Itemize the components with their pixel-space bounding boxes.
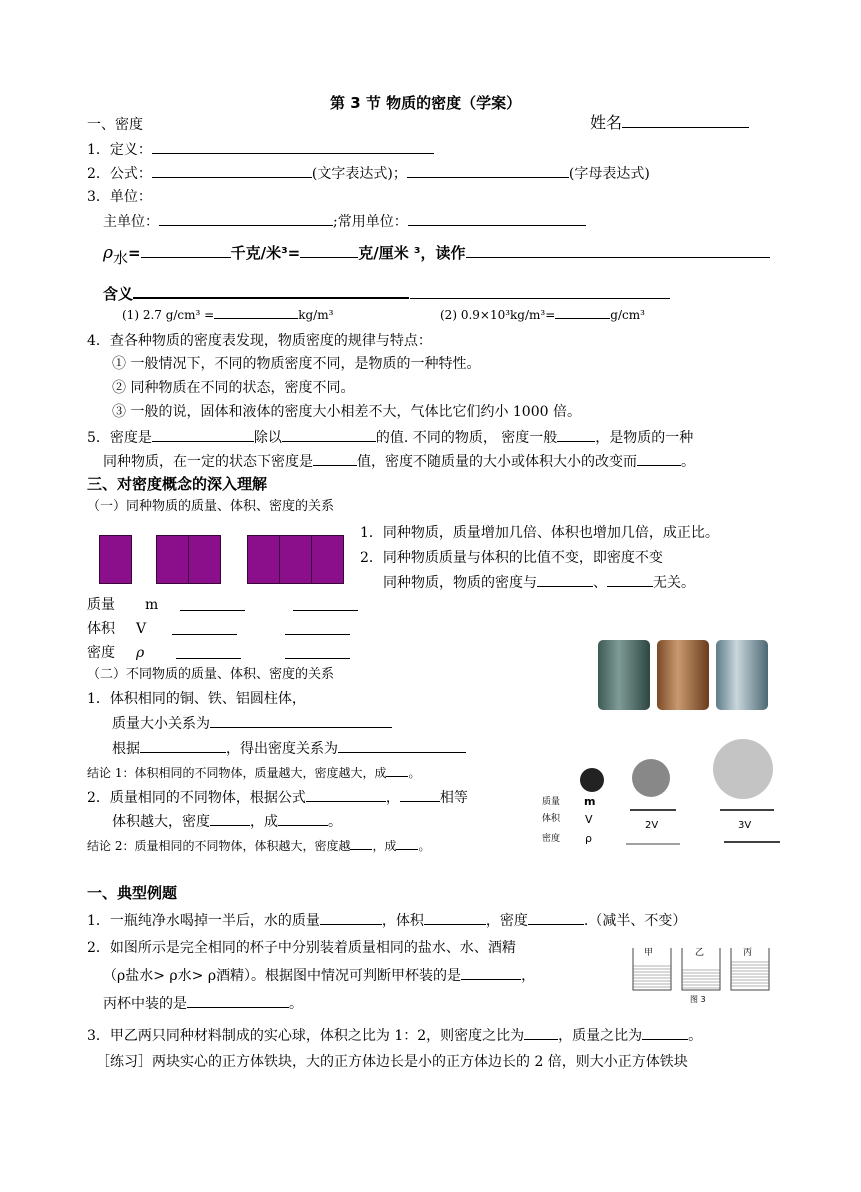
fig-rho: ρ (585, 832, 592, 845)
block-triple-3 (311, 535, 344, 584)
volume-density-line: 体积越大，密度 ，成 。 (112, 811, 342, 832)
fig-3v: 3V (738, 820, 752, 831)
same-substance-line: 同种物质，在一定的状态下密度是 值，密度不随质量的大小或体积大小的改变而 。 (103, 451, 695, 472)
same-mass-line: 2．质量相同的不同物体，根据公式 ， 相等 (87, 787, 468, 808)
density-definition-line: 5．密度是 除以 的值. 不同的物质， 密度一般 ，是物质的一种 (87, 427, 693, 448)
block-single (99, 535, 132, 584)
definition-line: 1．定义： (87, 139, 434, 160)
rule-1: ① 一般情况下，不同的物质密度不同，是物质的一种特性。 (112, 356, 481, 372)
cup-bing-blank[interactable] (187, 993, 289, 1008)
figure-3-caption: 图 3 (690, 995, 706, 1004)
cup-jia-blank[interactable] (461, 965, 521, 980)
practice-question: ［练习］两块实心的正方体铁块，大的正方体边长是小的正方体边长的 2 倍，则大小正方体铁块 (96, 1054, 688, 1070)
proportion-rule: 1．同种物质，质量增加几倍、体积也增加几倍，成正比。 (360, 525, 719, 541)
block-triple-2 (279, 535, 312, 584)
example-1-mass-blank[interactable] (320, 910, 382, 925)
section-1-heading: 一、密度 (87, 117, 143, 133)
fig-volume-label: 体积 (542, 814, 561, 824)
common-unit-blank[interactable] (408, 211, 586, 226)
conclusion-1-blank[interactable] (386, 764, 408, 777)
ball-medium (632, 759, 670, 797)
cup-label-jia: 甲 (644, 948, 654, 958)
basis-blank[interactable] (140, 738, 226, 753)
conversion-1: (1) 2.7 g/cm³ = kg/m³ (122, 308, 334, 322)
rule-intro: 4．查各种物质的密度表发现，物质密度的规律与特点： (87, 333, 432, 349)
cups-figure (630, 942, 778, 1004)
subsection-2-heading: （二）不同物质的质量、体积、密度的关系 (87, 667, 335, 682)
kg-m3-blank[interactable] (141, 243, 231, 258)
denominator-blank[interactable] (282, 427, 376, 442)
conclusion-2: 结论 2：质量相同的不同物体，体积越大，密度越 ，成 。 (87, 839, 431, 853)
fig-2v: 2V (645, 820, 659, 831)
mass-volume-figure (538, 738, 788, 850)
conversion-1-blank[interactable] (214, 306, 298, 319)
word-formula-blank[interactable] (152, 163, 312, 178)
independence-blank-1[interactable] (537, 572, 593, 587)
meaning-extension-line (410, 298, 670, 299)
density-relation-line: 根据 ，得出密度关系为 (112, 738, 466, 759)
density-blank-3[interactable] (285, 658, 350, 659)
generally-blank[interactable] (557, 427, 595, 442)
reading-blank[interactable] (466, 243, 770, 258)
examples-heading: 一、典型例题 (87, 884, 178, 902)
main-unit-blank[interactable] (159, 211, 333, 226)
density-label: 密度 (87, 645, 115, 661)
equal-blank[interactable] (400, 787, 440, 802)
fig-m: m (584, 795, 596, 808)
density-ratio-blank[interactable] (524, 1025, 558, 1040)
example-1-volume-blank[interactable] (424, 910, 486, 925)
fig-density-label: 密度 (542, 834, 561, 844)
definition-blank[interactable] (152, 139, 434, 154)
mass-ratio-blank[interactable] (642, 1025, 688, 1040)
name-field[interactable] (622, 113, 749, 128)
example-2-question-2: 丙杯中装的是 。 (103, 993, 303, 1014)
formula-line: 2．公式： (文字表达式)； (字母表达式) (87, 163, 650, 184)
density-change-blank[interactable] (210, 811, 250, 826)
mass-label: 质量 (87, 597, 115, 613)
rule-3: ③ 一般的说，固体和液体的密度大小相差不大，气体比它们约小 1000 倍。 (112, 404, 581, 420)
change-blank[interactable] (637, 451, 681, 466)
volume-blank-3[interactable] (285, 634, 350, 635)
mass-relation-blank[interactable] (210, 713, 392, 728)
conversion-2: (2) 0.9×10³kg/m³= g/cm³ (440, 308, 645, 322)
independence-line: 同种物质，物质的密度与 、 无关。 (383, 572, 695, 593)
numerator-blank[interactable] (152, 427, 254, 442)
mass-blank-2[interactable] (180, 610, 245, 611)
unit-line: 主单位： ;常用单位： (103, 211, 586, 232)
page-title: 第 3 节 物质的密度（学案） (330, 94, 522, 112)
fig-v: V (585, 813, 593, 826)
density-relation-blank[interactable] (338, 738, 466, 753)
independence-blank-2[interactable] (607, 572, 653, 587)
volume-blank-2[interactable] (172, 634, 237, 635)
mass-relation-line: 质量大小关系为 (112, 713, 392, 734)
conversion-2-blank[interactable] (555, 306, 610, 319)
constant-ratio-rule: 2．同种物质质量与体积的比值不变，即密度不变 (360, 550, 663, 566)
same-volume-intro: 1．体积相同的铜、铁、铝圆柱体， (87, 691, 306, 707)
meaning-line: 含义 (103, 283, 409, 304)
unit-heading: 3．单位： (87, 189, 152, 205)
volume-label: 体积 (87, 621, 115, 637)
mass-blank-3[interactable] (293, 610, 358, 611)
volume-symbol: V (136, 621, 147, 637)
example-2-question: （ρ盐水> ρ水> ρ酒精）。根据图中情况可判断甲杯装的是 ， (103, 965, 535, 986)
proportion-blank[interactable] (278, 811, 328, 826)
subsection-1-heading: （一）同种物质的质量、体积、密度的关系 (87, 499, 335, 514)
block-double-1 (156, 535, 189, 584)
formula-blank[interactable] (306, 787, 386, 802)
mass-symbol: m (145, 597, 159, 613)
example-3: 3．甲乙两只同种材料制成的实心球，体积之比为 1：2，则密度之比为 ，质量之比为 。 (87, 1025, 702, 1046)
g-cm3-blank[interactable] (300, 243, 358, 258)
ball-small (580, 768, 604, 792)
water-density-line: ρ水= 千克/米³= 克/厘米 ³，读作 (103, 243, 770, 263)
density-blank-2[interactable] (176, 658, 241, 659)
metal-cylinders-photo (596, 636, 772, 712)
name-label: 姓名 (590, 113, 749, 133)
example-1: 1．一瓶纯净水喝掉一半后，水的质量 ，体积 ，密度 .（减半、不变） (87, 910, 686, 931)
block-triple-1 (247, 535, 280, 584)
section-3-heading: 三、对密度概念的深入理解 (87, 475, 268, 493)
letter-formula-blank[interactable] (407, 163, 569, 178)
conclusion-2-blank-2[interactable] (396, 837, 418, 850)
ball-large (713, 739, 773, 799)
fig-mass-label: 质量 (542, 797, 561, 807)
cup-label-bing: 丙 (743, 948, 753, 958)
example-2-intro: 2．如图所示是完全相同的杯子中分别装着质量相同的盐水、水、酒精 (87, 940, 516, 956)
cup-label-yi: 乙 (695, 948, 705, 958)
rule-2: ② 同种物质在不同的状态，密度不同。 (112, 380, 355, 396)
example-1-density-blank[interactable] (528, 910, 584, 925)
constant-blank[interactable] (313, 451, 357, 466)
block-double-2 (188, 535, 221, 584)
meaning-blank[interactable] (133, 283, 409, 299)
conclusion-1: 结论 1：体积相同的不同物体，质量越大，密度越大，成 。 (87, 766, 421, 780)
density-symbol: ρ (136, 645, 145, 661)
conclusion-2-blank-1[interactable] (350, 837, 372, 850)
